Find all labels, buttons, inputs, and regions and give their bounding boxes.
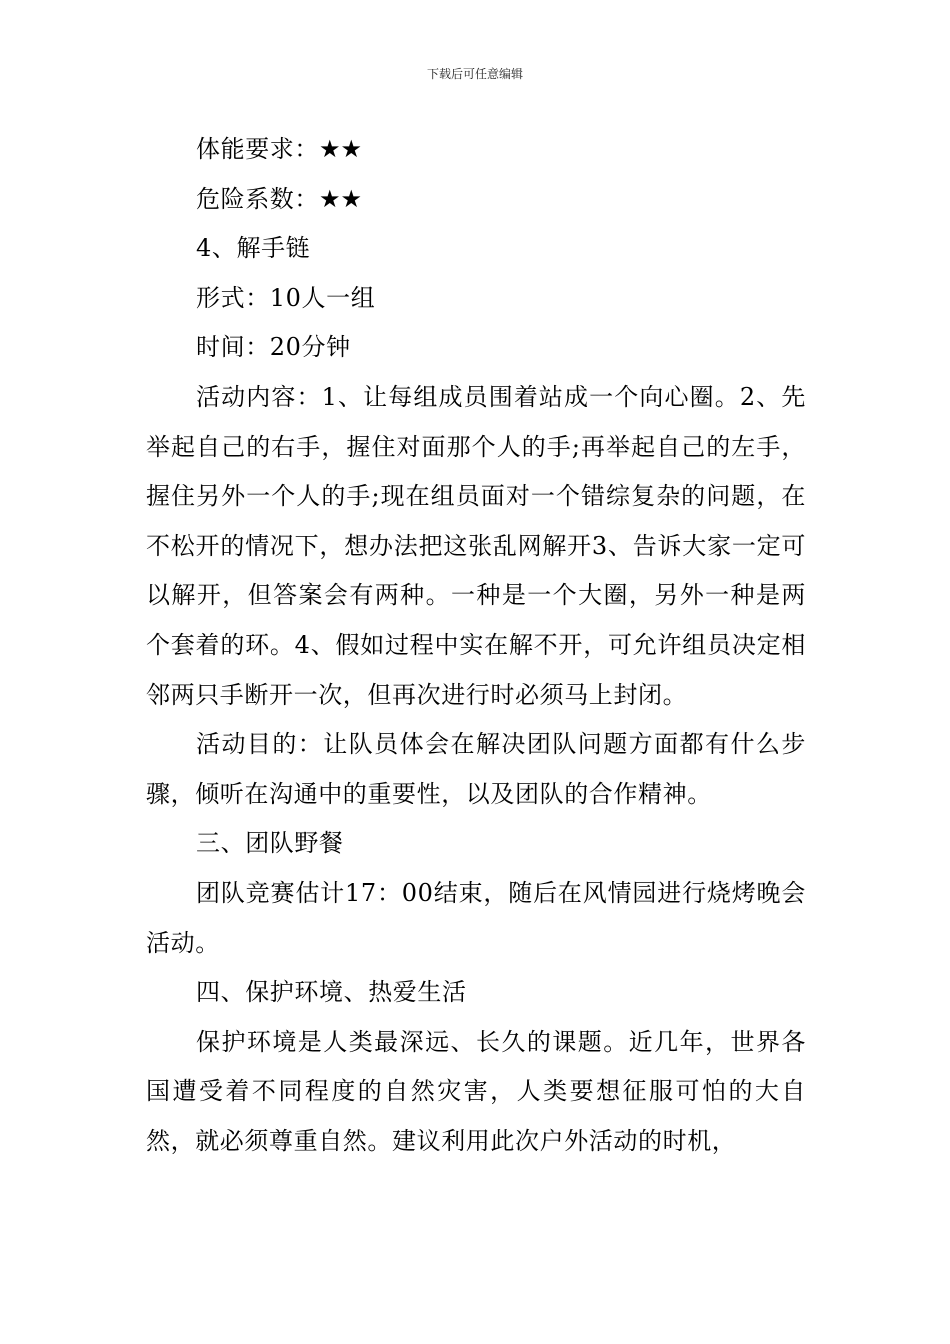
page-header: 下载后可任意编辑 (426, 67, 523, 81)
environment-paragraph: 保护环境是人类最深远、长久的课题。近几年，世界各国遭受着不同程度的自然灾害，人类要想征服可怕的大自然，就必须尊重自然。建议利用此次户外活动的时机， (146, 1027, 806, 1155)
picnic-paragraph: 团队竞赛估计17：00结束，随后在风情园进行烧烤晚会活动。 (146, 878, 806, 957)
activity-purpose-paragraph: 活动目的：让队员体会在解决团队问题方面都有什么步骤，倾听在沟通中的重要性，以及团队的合作精神。 (146, 730, 806, 808)
physical-requirement-stars: ★★ (319, 135, 363, 163)
section-heading-environment: 四、保护环境、热爱生活 (196, 978, 467, 1007)
risk-level-stars: ★★ (319, 184, 363, 213)
document-body (146, 125, 806, 1166)
time-line: 时间：20分钟 (196, 333, 351, 362)
section-heading-picnic: 三、团队野餐 (196, 829, 344, 858)
section-heading-untangle: 4、解手链 (196, 234, 311, 263)
activity-content-paragraph: 活动内容：1、让每组成员围着站成一个向心圈。2、先举起自己的右手，握住对面那个人的手;再举起自己的左手，握住另外一个人的手;现在组员面对一个错综复杂的问题，在不松开的情况下，想办法把这张乱网解开3、告诉大家一定可以解开，但答案会有两种。一种是一个大圈，另外一种是两个套着的环。4、假如过程中实在解不开，可允许组员决定相邻两只手断开一次，但再次进行时必须马上封闭。 (146, 382, 806, 709)
physical-requirement-label: 体能要求： (196, 135, 319, 163)
format-line: 形式：10人一组 (196, 283, 376, 312)
risk-level-label: 危险系数： (196, 184, 319, 213)
risk-level-line (146, 175, 806, 225)
physical-requirement-line (146, 125, 806, 175)
